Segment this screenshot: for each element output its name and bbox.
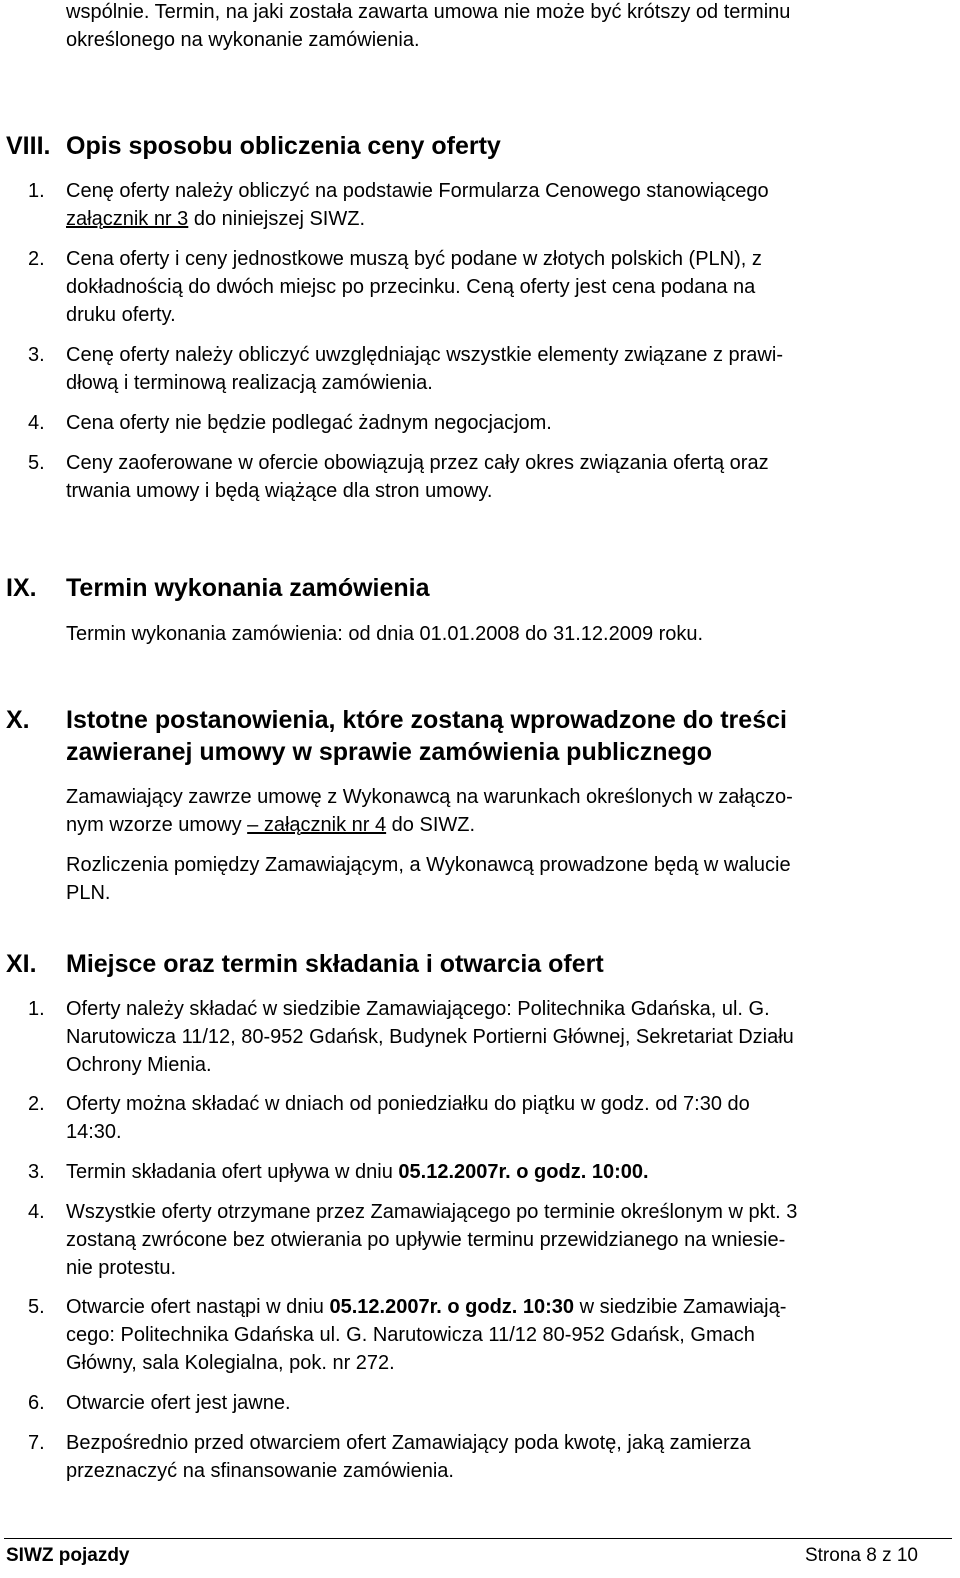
list-item-text: Główny, sala Kolegialna, pok. nr 272. [66,1352,395,1374]
list-item-text: Ochrony Mienia. [66,1054,212,1076]
list-item-text: 14:30. [66,1121,122,1143]
list-number: 5. [28,1296,45,1318]
section-number: VIII. [6,132,51,160]
list-number: 6. [28,1392,45,1414]
section-title: Miejsce oraz termin składania i otwarcia ofert [66,950,604,978]
paragraph: Zamawiający zawrze umowę z Wykonawcą na warunkach określonych w załączo- [66,786,793,808]
list-item-text-head: Termin składania ofert upływa w dniu [66,1161,399,1183]
intro-line: określonego na wykonanie zamówienia. [66,29,420,51]
list-item-text: Otwarcie ofert jest jawne. [66,1392,291,1414]
section-title: Opis sposobu obliczenia ceny oferty [66,132,501,160]
paragraph: Rozliczenia pomiędzy Zamawiającym, a Wykonawcą prowadzone będą w walucie [66,854,791,876]
list-item-text: Cenę oferty należy obliczyć uwzględniając wszystkie elementy związane z prawi- [66,344,783,366]
section-title: Istotne postanowienia, które zostaną wprowadzone do treści [66,706,787,734]
list-item-text-tail: do niniejszej SIWZ. [188,208,366,230]
list-number: 4. [28,412,45,434]
list-item-text: dokładnością do dwóch miejsc po przecinku. Ceną oferty jest cena podana na [66,276,756,298]
list-item-text: Oferty można składać w dniach od poniedziałku do piątku w godz. od 7:30 do [66,1093,750,1115]
deadline-datetime: 05.12.2007r. o godz. 10:00. [398,1161,649,1183]
footer-document-name: SIWZ pojazdy [6,1545,130,1566]
list-number: 2. [28,248,45,270]
section-number: X. [6,706,30,734]
list-number: 7. [28,1432,45,1454]
paragraph-text: do SIWZ. [386,814,476,836]
attachment-reference: – załącznik nr 4 [247,814,387,836]
section-number: XI. [6,950,37,978]
section-title: zawieranej umowy w sprawie zamówienia publicznego [66,738,712,766]
list-item-text: nie protestu. [66,1257,177,1279]
list-item-text: cego: Politechnika Gdańska ul. G. Narutowicza 11/12 80-952 Gdańsk, Gmach [66,1324,755,1346]
footer-divider [4,1538,952,1539]
list-number: 5. [28,452,45,474]
list-number: 3. [28,1161,45,1183]
list-number: 3. [28,344,45,366]
section-number: IX. [6,574,37,602]
paragraph-text: nym wzorze umowy [66,814,248,836]
paragraph: PLN. [66,882,111,904]
list-item-text [66,205,365,233]
paragraph: Termin wykonania zamówienia: od dnia 01.01.2008 do 31.12.2009 roku. [66,623,704,645]
list-item-text-tail: w siedzibie Zamawiają- [574,1296,787,1318]
list-item-text: Wszystkie oferty otrzymane przez Zamawiającego po terminie określonym w pkt. 3 [66,1201,798,1223]
list-item-text: druku oferty. [66,304,176,326]
list-number: 4. [28,1201,45,1223]
list-item-text [66,1293,786,1321]
attachment-reference: załącznik nr 3 [66,208,189,230]
list-item-text: Ceny zaoferowane w ofercie obowiązują przez cały okres związania ofertą oraz [66,452,769,474]
footer-page-number: Strona 8 z 10 [804,1545,918,1566]
list-item-text: przeznaczyć na sfinansowanie zamówienia. [66,1460,454,1482]
list-item-text: Cenę oferty należy obliczyć na podstawie Formularza Cenowego stanowiącego [66,180,769,202]
list-item-text: Narutowicza 11/12, 80-952 Gdańsk, Budynek Portierni Głównej, Sekretariat Działu [66,1026,794,1048]
list-item-text: Cena oferty nie będzie podlegać żadnym negocjacjom. [66,412,552,434]
list-number: 2. [28,1093,45,1115]
list-number: 1. [28,180,45,202]
paragraph [66,811,475,839]
list-item-text-head: Otwarcie ofert nastąpi w dniu [66,1296,330,1318]
list-item-text: zostaną zwrócone bez otwierania po upływie terminu przewidzianego na wniesie- [66,1229,786,1251]
opening-datetime: 05.12.2007r. o godz. 10:30 [329,1296,575,1318]
list-item-text: trwania umowy i będą wiążące dla stron umowy. [66,480,493,502]
list-item-text: Bezpośrednio przed otwarciem ofert Zamawiający poda kwotę, jaką zamierza [66,1432,751,1454]
section-title: Termin wykonania zamówienia [66,574,430,602]
list-number: 1. [28,998,45,1020]
intro-line: wspólnie. Termin, na jaki została zawarta umowa nie może być krótszy od terminu [66,1,791,23]
list-item-text [66,1158,649,1186]
list-item-text: Oferty należy składać w siedzibie Zamawiającego: Politechnika Gdańska, ul. G. [66,998,770,1020]
list-item-text: Cena oferty i ceny jednostkowe muszą być podane w złotych polskich (PLN), z [66,248,762,270]
list-item-text: dłową i terminową realizacją zamówienia. [66,372,433,394]
